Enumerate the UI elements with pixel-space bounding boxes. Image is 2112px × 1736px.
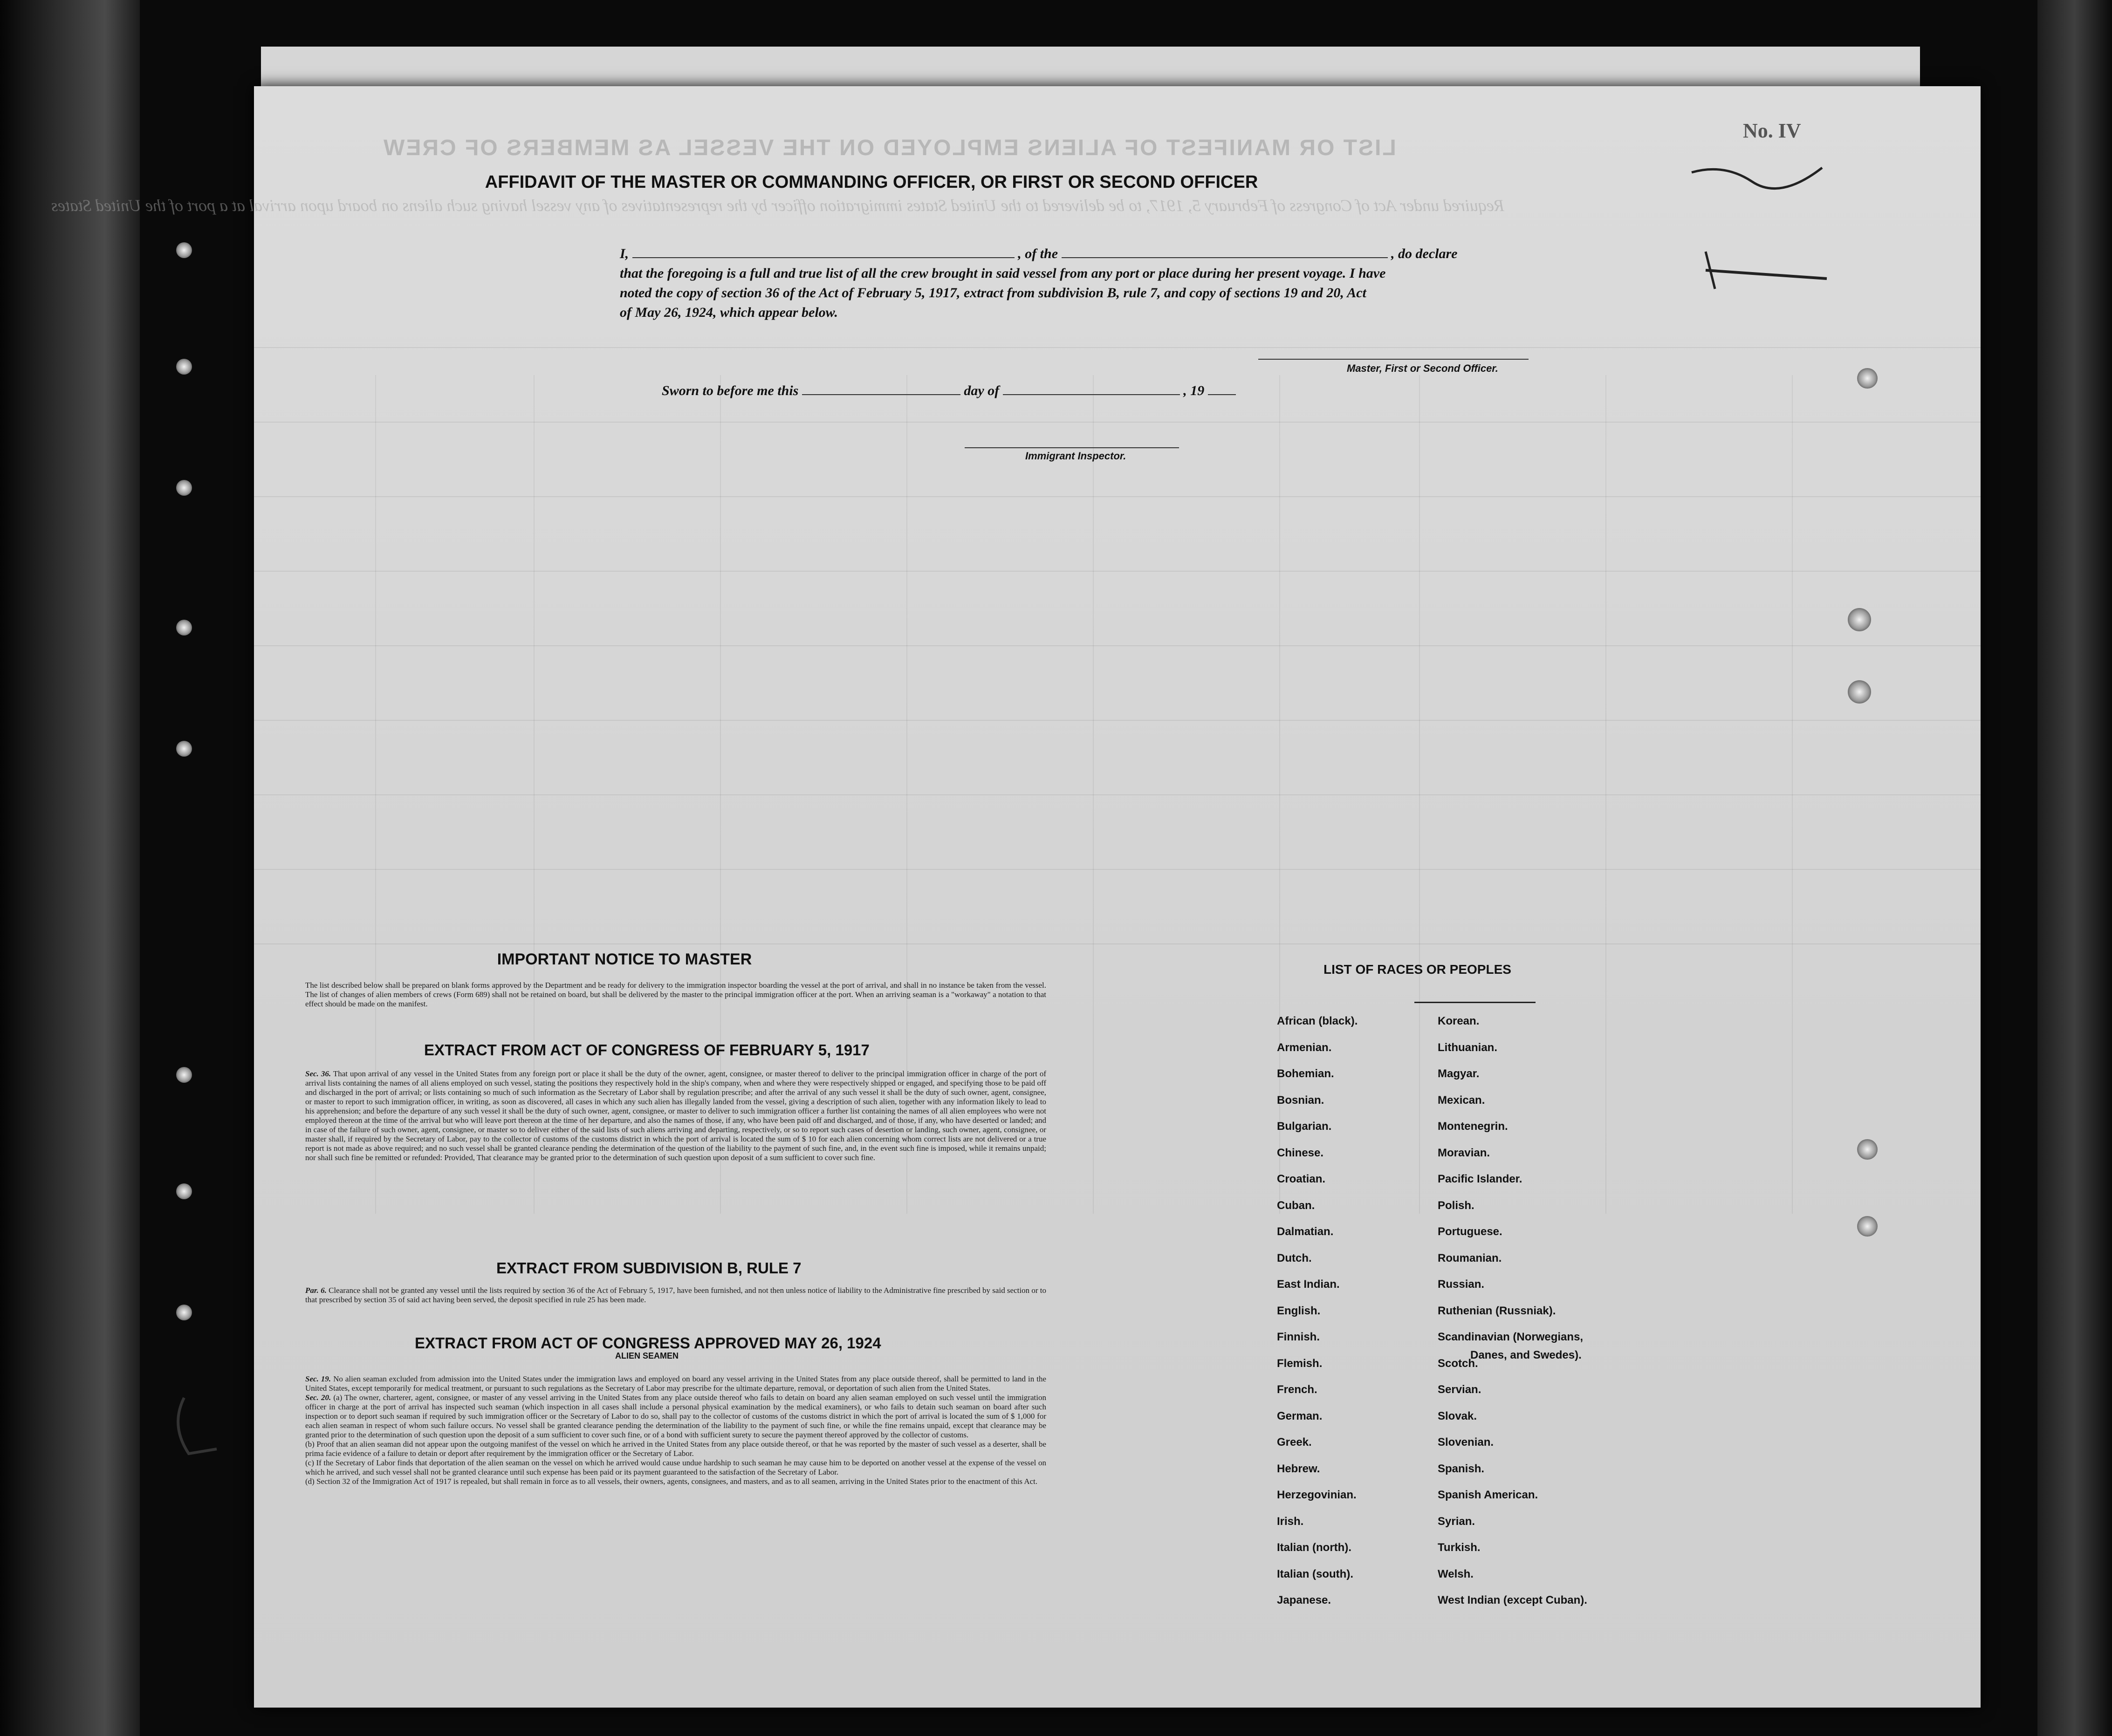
race-item: Herzegovinian. — [1277, 1489, 1357, 1501]
sworn-month-blank[interactable] — [1003, 394, 1180, 395]
bleed-through-subheading: Required under Act of Congress of February 5, 1917, to be delivered to the United States immigration officer by the representatives of any vessel having such aliens on board upon arrival at a port of the United States — [51, 196, 1504, 215]
race-item: Moravian. — [1438, 1146, 1490, 1159]
sec-19-label: Sec. 19. — [305, 1374, 331, 1383]
binder-hole — [176, 1305, 192, 1320]
inspector-label: Immigrant Inspector. — [1025, 450, 1126, 462]
alien-seamen-subtitle: ALIEN SEAMEN — [615, 1351, 679, 1360]
race-item: Bosnian. — [1277, 1094, 1324, 1107]
race-item: Mexican. — [1438, 1094, 1485, 1107]
sheet-number: No. IV — [1743, 119, 1801, 142]
race-item: Dalmatian. — [1277, 1225, 1334, 1238]
extract-1917-title: EXTRACT FROM ACT OF CONGRESS OF FEBRUARY 5, 1917 — [424, 1041, 870, 1059]
races-right-column — [1438, 1015, 1587, 1620]
master-signature-blank[interactable] — [1258, 359, 1529, 360]
race-item: Korean. — [1438, 1015, 1480, 1027]
par-6-body: Clearance shall not be granted any vessel until the lists required by section 36 of the Act of February 5, 1917, have been furnished, and not then unless notice of liability to the Administrative fine prescribed by said section or to that prescribed by section 35 of said act having been served, the deposit specified in rule 25 has been made. — [305, 1286, 1047, 1304]
race-item: Croatian. — [1277, 1173, 1326, 1185]
race-item: English. — [1277, 1304, 1321, 1317]
bleed-through-heading: LIST OR MANIFEST OF ALIENS EMPLOYED ON THE VESSEL AS MEMBERS OF CREW — [382, 136, 1396, 160]
day-of-label: day of — [964, 383, 1000, 398]
pen-mark-icon — [170, 1393, 221, 1458]
race-item: African (black). — [1277, 1015, 1358, 1027]
race-item: Slovenian. — [1438, 1436, 1494, 1449]
officer-name-blank[interactable] — [632, 257, 1015, 258]
binder-hole — [176, 359, 192, 375]
race-item: Roumanian. — [1438, 1251, 1502, 1264]
race-item: Dutch. — [1277, 1251, 1312, 1264]
par-6-text — [305, 1286, 1046, 1305]
extract-1924-title: EXTRACT FROM ACT OF CONGRESS APPROVED MAY 26, 1924 — [415, 1334, 881, 1352]
race-item: Greek. — [1277, 1436, 1312, 1449]
binder-hole — [176, 480, 192, 496]
race-item: Bulgarian. — [1277, 1120, 1332, 1133]
sec-19-body: No alien seaman excluded from admission into the United States under the immigration laws and employed on board any vessel arriving in the United States from any place outside thereof, shall be permitted to land in the United States, except temporarily for medical treatment, or pursuant to such regulations as the Secretary of Labor may prescribe for the ultimate departure, removal, or deportation of such alien from the United States. — [305, 1374, 1047, 1393]
race-item: Magyar. — [1438, 1067, 1480, 1080]
race-item: Bohemian. — [1277, 1067, 1334, 1080]
race-item: Spanish American. — [1438, 1489, 1538, 1501]
binder-hole — [176, 620, 192, 636]
race-item: Finnish. — [1277, 1331, 1320, 1343]
binder-hole — [1857, 1216, 1878, 1237]
affidavit-title: AFFIDAVIT OF THE MASTER OR COMMANDING OFFICER, OR FIRST OR SECOND OFFICER — [485, 172, 1258, 192]
race-item: Syrian. — [1438, 1515, 1475, 1528]
affidavit-line-1 — [620, 246, 1457, 262]
race-item: Lithuanian. — [1438, 1041, 1497, 1054]
race-item: Slovak. — [1438, 1409, 1477, 1422]
race-item: Armenian. — [1277, 1041, 1332, 1054]
year-label: , 19 — [1183, 383, 1205, 398]
race-item: Polish. — [1438, 1199, 1474, 1212]
vessel-name-blank[interactable] — [1062, 257, 1388, 258]
race-item: West Indian (except Cuban). — [1438, 1594, 1587, 1606]
race-item: Welsh. — [1438, 1567, 1474, 1580]
sec-36-text — [305, 1069, 1046, 1162]
notice-title: IMPORTANT NOTICE TO MASTER — [497, 950, 752, 968]
inspector-signature-blank[interactable] — [965, 447, 1179, 448]
binder-hole — [1857, 1139, 1878, 1160]
race-item: Servian. — [1438, 1383, 1481, 1396]
sec-20-label: Sec. 20. — [305, 1393, 331, 1402]
sec-36-body: That upon arrival of any vessel in the United States from any foreign port or place it shall be the duty of the owner, agent, consignee, or master thereof to deliver to the principal immigration officer in charge of the port of arrival lists containing the names of all aliens employed on such vessel, stating the positions they respectively hold in the ship's company, when and where they were respectively shipped or engaged, and specifying those to be paid off and discharged in the port of arrival; or lists containing so much of such information as the Secretary of Labor shall by regulation prescribe; and after the arrival of any such vessel it shall be the duty of such owner, agent, consignee, or master to report to such immigration officer, in writing, as soon as discovered, all cases in which any such alien has illegally landed from the vessel, giving a description of such alien, together with any information likely to lead to his apprehension; and before the departure of any such vessel it shall be the duty of such owner, agent, consignee, or master to deliver to such immigration officer a further list containing the names of all alien employees who were not employed thereon at the time of the arrival but who will leave port thereon at the time of her departure, and also the names of those, if any, who have been paid off and discharged, and of those, if any, who have deserted or landed; and in case of the failure of such owner, agent, consignee, or master so to deliver either of the said lists of such aliens arriving and departing, respectively, or so to report such cases of desertion or landing, such owner, agent, consignee, or master shall, if required by the Secretary of Labor, pay to the collector of customs of the customs district in which the port of arrival is located the sum of $ 10 for each alien concerning whom correct lists are not delivered or a true report is not made as above required; and no such vessel shall be granted clearance pending the determination of the question of the liability to the payment of such fine, and, in the event such fine is imposed, while it remains unpaid; nor shall such fine be remitted or refunded: Provided, That clearance may be granted prior to the determination of such question upon deposit of a sum sufficient to cover such fine. — [305, 1069, 1046, 1162]
affidavit-line-4: of May 26, 1924, which appear below. — [620, 305, 838, 320]
sec-19-20-text — [305, 1374, 1046, 1486]
sworn-day-blank[interactable] — [802, 394, 960, 395]
race-item: Scandinavian (Norwegians, — [1438, 1331, 1584, 1343]
affidavit-line-2: that the foregoing is a full and true list of all the crew brought in said vessel from any port or place during her present voyage. I have — [620, 266, 1386, 281]
i-label: I, — [620, 246, 629, 261]
of-the-label: , of the — [1018, 246, 1058, 261]
race-item: Spanish. — [1438, 1462, 1485, 1475]
binder-hole — [176, 741, 192, 757]
race-item: Turkish. — [1438, 1541, 1481, 1554]
binder-hole — [1857, 368, 1878, 389]
race-item: Japanese. — [1277, 1594, 1331, 1606]
par-6-label: Par. 6. — [305, 1286, 327, 1295]
race-item: East Indian. — [1277, 1278, 1340, 1291]
races-title: LIST OF RACES OR PEOPLES — [1323, 962, 1511, 977]
race-item: Flemish. — [1277, 1357, 1323, 1370]
binder-hole — [1848, 608, 1871, 631]
race-item: Scotch. — [1438, 1357, 1478, 1370]
do-declare-label: , do declare — [1391, 246, 1458, 261]
master-label: Master, First or Second Officer. — [1347, 362, 1498, 374]
race-item: Irish. — [1277, 1515, 1304, 1528]
binder-hole — [1848, 680, 1871, 704]
races-rule — [1414, 1002, 1536, 1003]
sec-20d-body: (d) Section 32 of the Immigration Act of 1917 is repealed, but shall remain in force as to all vessels, their owners, agents, consignees, and masters, and as to all seamen, arriving in the United States prior to the enactment of this Act. — [305, 1477, 1038, 1486]
sec-36-label: Sec. 36. — [305, 1069, 331, 1078]
rule-7-title: EXTRACT FROM SUBDIVISION B, RULE 7 — [496, 1259, 802, 1277]
race-item: Russian. — [1438, 1278, 1485, 1291]
race-item: Chinese. — [1277, 1146, 1324, 1159]
race-item: Ruthenian (Russniak). — [1438, 1304, 1556, 1317]
microfilm-frame-left — [0, 0, 140, 1736]
notice-text: The list described below shall be prepared on blank forms approved by the Department and be ready for delivery to the immigration inspector boarding the vessel at the port of arrival, and shall in no instance be taken from the vessel. The list of changes of alien members of crews (Form 689) shall not be retained on board, but shall be delivered by the master to the principal immigration officer at the port. When an arriving seaman is a "workaway" a notation to that effect should be made on the manifest. — [305, 981, 1046, 1008]
race-item: Portuguese. — [1438, 1225, 1502, 1238]
race-scandinavian-continuation: Danes, and Swedes). — [1470, 1349, 1582, 1361]
race-item: Pacific Islander. — [1438, 1173, 1522, 1185]
race-item: Montenegrin. — [1438, 1120, 1508, 1133]
microfilm-frame-right — [2037, 0, 2112, 1736]
sworn-year-blank[interactable] — [1208, 394, 1236, 395]
sec-20c-body: (c) If the Secretary of Labor finds that deportation of the alien seaman on the vessel on which he arrived would cause undue hardship to such seaman he may cause him to be deported on another vessel at the expense of the vessel on which he arrived, and such vessel shall not be granted clearance until such expense has been paid or its payment guaranteed to the satisfaction of the Secretary of Labor. — [305, 1458, 1046, 1476]
race-item: Italian (south). — [1277, 1567, 1353, 1580]
race-item: Hebrew. — [1277, 1462, 1320, 1475]
pen-mark-icon — [1687, 154, 1836, 294]
affidavit-line-3: noted the copy of section 36 of the Act of February 5, 1917, extract from subdivision B, rule 7, and copy of sections 19 and 20, Act — [620, 285, 1366, 301]
binder-hole — [176, 1067, 192, 1083]
sworn-label: Sworn to before me this — [662, 383, 799, 398]
sec-20a-body: (a) The owner, charterer, agent, consignee, or master of any vessel arriving in the United States from any place outside thereof who fails to detain on board any alien seaman employed on such vessel until the immigration officer in charge at the port of arrival has inspected such seaman (which inspection in all cases shall include a personal physical examination by the medical examiners), or who fails to detain such seaman on board after such inspection or to deport such seaman if required by such immigration officer or the Secretary of Labor to do so, shall pay to the collector of customs of the customs district in which the port of arrival is located the sum of $ 1,000 for each alien seaman in respect of whom such failure occurs. No vessel shall be granted clearance pending the determination of the liability to the payment of such fine, or while the fine remains unpaid, except that clearance may be granted prior to the determination of such question upon the deposit of a sum sufficient to cover such fine, or of a bond with sufficient surety to secure the payment thereof approved by the collector of customs. — [305, 1393, 1047, 1439]
races-left-column — [1277, 1015, 1358, 1620]
sworn-line — [662, 383, 1236, 399]
binder-hole — [176, 242, 192, 258]
race-item: German. — [1277, 1409, 1323, 1422]
race-item: Italian (north). — [1277, 1541, 1351, 1554]
sec-20b-body: (b) Proof that an alien seaman did not appear upon the outgoing manifest of the vessel on which he arrived in the United States from any place outside thereof, or that he was reported by the master of such vessel as a deserter, shall be prima facie evidence of a failure to detain or deport after requirement by the immigration officer or the Secretary of Labor. — [305, 1440, 1046, 1458]
race-item: French. — [1277, 1383, 1317, 1396]
binder-hole — [176, 1183, 192, 1199]
race-item: Cuban. — [1277, 1199, 1315, 1212]
